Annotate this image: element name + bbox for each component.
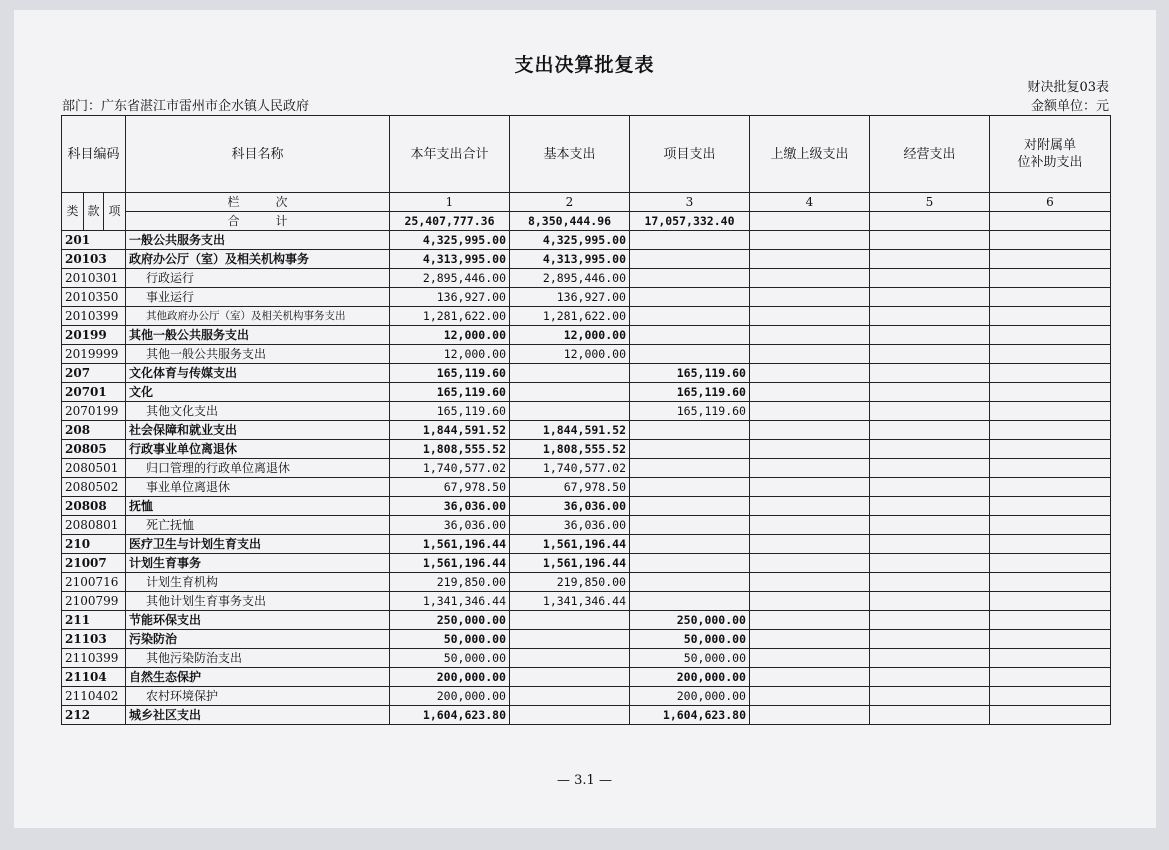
row-name: 事业运行 <box>126 288 390 307</box>
row-code: 211 <box>62 611 126 630</box>
row-business <box>870 269 990 288</box>
row-name: 其他政府办公厅（室）及相关机构事务支出 <box>126 307 390 326</box>
table-row <box>62 649 1111 668</box>
table-row <box>62 231 1111 250</box>
row-total: 1,341,346.44 <box>390 592 510 611</box>
header-business: 经营支出 <box>870 116 990 193</box>
row-code: 20808 <box>62 497 126 516</box>
row-name: 文化体育与传媒支出 <box>126 364 390 383</box>
row-total: 36,036.00 <box>390 516 510 535</box>
row-total: 136,927.00 <box>390 288 510 307</box>
row-project: 50,000.00 <box>630 649 750 668</box>
col-num-2: 2 <box>510 193 630 212</box>
row-name: 抚恤 <box>126 497 390 516</box>
row-subsidy <box>990 459 1111 478</box>
row-total: 50,000.00 <box>390 630 510 649</box>
row-upper <box>750 535 870 554</box>
row-basic: 219,850.00 <box>510 573 630 592</box>
header-name: 科目名称 <box>126 116 390 193</box>
row-code: 207 <box>62 364 126 383</box>
table-row <box>62 364 1111 383</box>
row-total: 250,000.00 <box>390 611 510 630</box>
row-basic: 1,561,196.44 <box>510 554 630 573</box>
row-total: 1,281,622.00 <box>390 307 510 326</box>
row-code: 201 <box>62 231 126 250</box>
row-project <box>630 288 750 307</box>
row-business <box>870 364 990 383</box>
row-upper <box>750 421 870 440</box>
row-business <box>870 231 990 250</box>
summary-total: 25,407,777.36 <box>390 212 510 231</box>
row-total: 50,000.00 <box>390 649 510 668</box>
row-project: 165,119.60 <box>630 383 750 402</box>
row-code: 2080501 <box>62 459 126 478</box>
row-name: 其他文化支出 <box>126 402 390 421</box>
row-subsidy <box>990 383 1111 402</box>
row-code: 212 <box>62 706 126 725</box>
row-basic <box>510 364 630 383</box>
row-subsidy <box>990 288 1111 307</box>
row-basic <box>510 668 630 687</box>
row-total: 4,325,995.00 <box>390 231 510 250</box>
row-subsidy <box>990 345 1111 364</box>
row-business <box>870 535 990 554</box>
row-business <box>870 326 990 345</box>
row-code: 2100716 <box>62 573 126 592</box>
expenditure-table <box>61 115 1111 725</box>
table-row <box>62 383 1111 402</box>
row-name: 自然生态保护 <box>126 668 390 687</box>
row-subsidy <box>990 516 1111 535</box>
row-code: 21103 <box>62 630 126 649</box>
row-subsidy <box>990 573 1111 592</box>
table-row <box>62 459 1111 478</box>
row-project <box>630 478 750 497</box>
row-business <box>870 687 990 706</box>
row-basic: 1,341,346.44 <box>510 592 630 611</box>
table-row <box>62 269 1111 288</box>
row-project <box>630 497 750 516</box>
row-upper <box>750 383 870 402</box>
table-row <box>62 478 1111 497</box>
row-subsidy <box>990 440 1111 459</box>
row-basic: 36,036.00 <box>510 497 630 516</box>
page-number: — 3.1 — <box>557 773 612 788</box>
row-name: 事业单位离退休 <box>126 478 390 497</box>
table-row <box>62 345 1111 364</box>
row-business <box>870 497 990 516</box>
row-name: 其他一般公共服务支出 <box>126 326 390 345</box>
row-project <box>630 516 750 535</box>
row-upper <box>750 497 870 516</box>
row-business <box>870 459 990 478</box>
row-project <box>630 459 750 478</box>
row-upper <box>750 687 870 706</box>
row-project <box>630 250 750 269</box>
row-project <box>630 231 750 250</box>
row-code: 21104 <box>62 668 126 687</box>
row-business <box>870 440 990 459</box>
row-code: 21007 <box>62 554 126 573</box>
summary-business <box>870 212 990 231</box>
row-business <box>870 421 990 440</box>
row-upper <box>750 402 870 421</box>
summary-project: 17,057,332.40 <box>630 212 750 231</box>
row-upper <box>750 231 870 250</box>
row-subsidy <box>990 592 1111 611</box>
row-project: 165,119.60 <box>630 364 750 383</box>
summary-upper <box>750 212 870 231</box>
row-subsidy <box>990 421 1111 440</box>
table-row <box>62 535 1111 554</box>
row-basic: 1,740,577.02 <box>510 459 630 478</box>
header-basic: 基本支出 <box>510 116 630 193</box>
row-code: 2010399 <box>62 307 126 326</box>
row-project <box>630 269 750 288</box>
row-project <box>630 440 750 459</box>
row-upper <box>750 345 870 364</box>
row-upper <box>750 592 870 611</box>
table-row <box>62 611 1111 630</box>
row-business <box>870 516 990 535</box>
row-business <box>870 554 990 573</box>
row-code: 2080502 <box>62 478 126 497</box>
row-code: 2019999 <box>62 345 126 364</box>
row-code: 2110402 <box>62 687 126 706</box>
row-subsidy <box>990 231 1111 250</box>
row-upper <box>750 250 870 269</box>
row-upper <box>750 478 870 497</box>
col-num-3: 3 <box>630 193 750 212</box>
row-project <box>630 573 750 592</box>
row-name: 归口管理的行政单位离退休 <box>126 459 390 478</box>
row-upper <box>750 706 870 725</box>
row-basic: 1,844,591.52 <box>510 421 630 440</box>
header-upper: 上缴上级支出 <box>750 116 870 193</box>
col-num-1: 1 <box>390 193 510 212</box>
header-total: 本年支出合计 <box>390 116 510 193</box>
row-subsidy <box>990 326 1111 345</box>
row-project <box>630 535 750 554</box>
row-subsidy <box>990 706 1111 725</box>
row-total: 165,119.60 <box>390 383 510 402</box>
row-name: 行政事业单位离退休 <box>126 440 390 459</box>
table-row <box>62 573 1111 592</box>
row-total: 1,808,555.52 <box>390 440 510 459</box>
row-business <box>870 630 990 649</box>
row-upper <box>750 364 870 383</box>
table-row <box>62 307 1111 326</box>
row-project <box>630 421 750 440</box>
row-basic: 12,000.00 <box>510 345 630 364</box>
row-business <box>870 345 990 364</box>
table-header-row <box>62 116 1111 193</box>
page-title: 支出决算批复表 <box>514 54 655 76</box>
row-code: 210 <box>62 535 126 554</box>
row-basic <box>510 630 630 649</box>
amount-unit-label: 金额单位：元 <box>1030 99 1109 114</box>
header-subsidy-line2: 位补助支出 <box>1017 155 1083 170</box>
row-business <box>870 573 990 592</box>
row-name: 计划生育事务 <box>126 554 390 573</box>
row-subsidy <box>990 668 1111 687</box>
row-total: 165,119.60 <box>390 364 510 383</box>
summary-label: 合 计 <box>126 212 390 231</box>
row-subsidy <box>990 630 1111 649</box>
row-upper <box>750 668 870 687</box>
row-basic: 1,561,196.44 <box>510 535 630 554</box>
row-basic <box>510 383 630 402</box>
row-business <box>870 307 990 326</box>
row-upper <box>750 516 870 535</box>
table-row <box>62 687 1111 706</box>
row-subsidy <box>990 250 1111 269</box>
row-basic <box>510 611 630 630</box>
row-total: 4,313,995.00 <box>390 250 510 269</box>
row-business <box>870 668 990 687</box>
row-project: 165,119.60 <box>630 402 750 421</box>
table-row <box>62 516 1111 535</box>
row-code: 20701 <box>62 383 126 402</box>
row-basic: 2,895,446.00 <box>510 269 630 288</box>
row-subsidy <box>990 364 1111 383</box>
table-row <box>62 288 1111 307</box>
table-row <box>62 421 1111 440</box>
table-row <box>62 402 1111 421</box>
table-row <box>62 326 1111 345</box>
row-basic: 12,000.00 <box>510 326 630 345</box>
row-subsidy <box>990 535 1111 554</box>
table-row <box>62 554 1111 573</box>
table-row <box>62 497 1111 516</box>
row-basic <box>510 649 630 668</box>
table-row <box>62 592 1111 611</box>
row-upper <box>750 573 870 592</box>
header-lei: 类 <box>62 193 84 231</box>
summary-basic: 8,350,444.96 <box>510 212 630 231</box>
row-code: 20805 <box>62 440 126 459</box>
row-subsidy <box>990 554 1111 573</box>
row-upper <box>750 649 870 668</box>
row-name: 其他计划生育事务支出 <box>126 592 390 611</box>
header-code: 科目编码 <box>62 116 126 193</box>
row-name: 城乡社区支出 <box>126 706 390 725</box>
row-project: 200,000.00 <box>630 668 750 687</box>
row-name: 节能环保支出 <box>126 611 390 630</box>
row-name: 医疗卫生与计划生育支出 <box>126 535 390 554</box>
row-basic <box>510 687 630 706</box>
row-total: 36,036.00 <box>390 497 510 516</box>
row-basic: 136,927.00 <box>510 288 630 307</box>
row-subsidy <box>990 307 1111 326</box>
row-total: 12,000.00 <box>390 345 510 364</box>
row-upper <box>750 288 870 307</box>
row-upper <box>750 459 870 478</box>
row-subsidy <box>990 649 1111 668</box>
row-business <box>870 250 990 269</box>
table-row <box>62 630 1111 649</box>
header-subsidy <box>990 116 1111 193</box>
row-code: 2010350 <box>62 288 126 307</box>
header-project: 项目支出 <box>630 116 750 193</box>
row-project <box>630 307 750 326</box>
row-business <box>870 383 990 402</box>
column-label: 栏 次 <box>126 193 390 212</box>
row-upper <box>750 326 870 345</box>
row-business <box>870 706 990 725</box>
row-project: 250,000.00 <box>630 611 750 630</box>
row-name: 一般公共服务支出 <box>126 231 390 250</box>
row-name: 社会保障和就业支出 <box>126 421 390 440</box>
summary-row <box>62 212 1111 231</box>
row-code: 20199 <box>62 326 126 345</box>
row-code: 2070199 <box>62 402 126 421</box>
row-code: 208 <box>62 421 126 440</box>
row-upper <box>750 440 870 459</box>
row-project: 50,000.00 <box>630 630 750 649</box>
column-number-row <box>62 193 1111 212</box>
row-business <box>870 592 990 611</box>
row-upper <box>750 630 870 649</box>
row-name: 其他一般公共服务支出 <box>126 345 390 364</box>
header-subsidy-line1: 对附属单 <box>1023 138 1076 153</box>
row-basic <box>510 706 630 725</box>
row-total: 67,978.50 <box>390 478 510 497</box>
row-upper <box>750 611 870 630</box>
row-name: 农村环境保护 <box>126 687 390 706</box>
col-num-4: 4 <box>750 193 870 212</box>
row-basic: 4,325,995.00 <box>510 231 630 250</box>
summary-subsidy <box>990 212 1111 231</box>
table-row <box>62 668 1111 687</box>
table-row <box>62 440 1111 459</box>
row-project <box>630 554 750 573</box>
row-total: 200,000.00 <box>390 687 510 706</box>
row-project: 200,000.00 <box>630 687 750 706</box>
header-kuan: 款 <box>84 193 104 231</box>
row-total: 1,561,196.44 <box>390 554 510 573</box>
row-subsidy <box>990 269 1111 288</box>
col-num-5: 5 <box>870 193 990 212</box>
row-total: 1,604,623.80 <box>390 706 510 725</box>
row-name: 其他污染防治支出 <box>126 649 390 668</box>
row-name: 政府办公厅（室）及相关机构事务 <box>126 250 390 269</box>
table-row <box>62 706 1111 725</box>
row-name: 文化 <box>126 383 390 402</box>
row-name: 污染防治 <box>126 630 390 649</box>
row-code: 20103 <box>62 250 126 269</box>
row-subsidy <box>990 687 1111 706</box>
row-business <box>870 611 990 630</box>
row-basic: 67,978.50 <box>510 478 630 497</box>
row-business <box>870 478 990 497</box>
row-subsidy <box>990 611 1111 630</box>
header-xiang: 项 <box>104 193 126 231</box>
row-project: 1,604,623.80 <box>630 706 750 725</box>
row-subsidy <box>990 478 1111 497</box>
row-business <box>870 649 990 668</box>
row-upper <box>750 554 870 573</box>
row-subsidy <box>990 402 1111 421</box>
col-num-6: 6 <box>990 193 1111 212</box>
form-number: 财决批复03表 <box>1027 80 1109 95</box>
row-basic: 1,808,555.52 <box>510 440 630 459</box>
row-business <box>870 288 990 307</box>
row-basic: 36,036.00 <box>510 516 630 535</box>
row-name: 行政运行 <box>126 269 390 288</box>
row-total: 219,850.00 <box>390 573 510 592</box>
row-basic <box>510 402 630 421</box>
row-project <box>630 345 750 364</box>
row-total: 2,895,446.00 <box>390 269 510 288</box>
row-basic: 1,281,622.00 <box>510 307 630 326</box>
row-subsidy <box>990 497 1111 516</box>
row-project <box>630 592 750 611</box>
row-total: 12,000.00 <box>390 326 510 345</box>
row-code: 2080801 <box>62 516 126 535</box>
row-name: 死亡抚恤 <box>126 516 390 535</box>
department-label: 部门：广东省湛江市雷州市企水镇人民政府 <box>62 99 310 114</box>
row-upper <box>750 269 870 288</box>
row-name: 计划生育机构 <box>126 573 390 592</box>
row-code: 2100799 <box>62 592 126 611</box>
row-basic: 4,313,995.00 <box>510 250 630 269</box>
row-code: 2110399 <box>62 649 126 668</box>
row-total: 165,119.60 <box>390 402 510 421</box>
row-business <box>870 402 990 421</box>
row-total: 1,561,196.44 <box>390 535 510 554</box>
row-upper <box>750 307 870 326</box>
row-code: 2010301 <box>62 269 126 288</box>
row-project <box>630 326 750 345</box>
row-total: 1,844,591.52 <box>390 421 510 440</box>
row-total: 1,740,577.02 <box>390 459 510 478</box>
row-total: 200,000.00 <box>390 668 510 687</box>
table-row <box>62 250 1111 269</box>
